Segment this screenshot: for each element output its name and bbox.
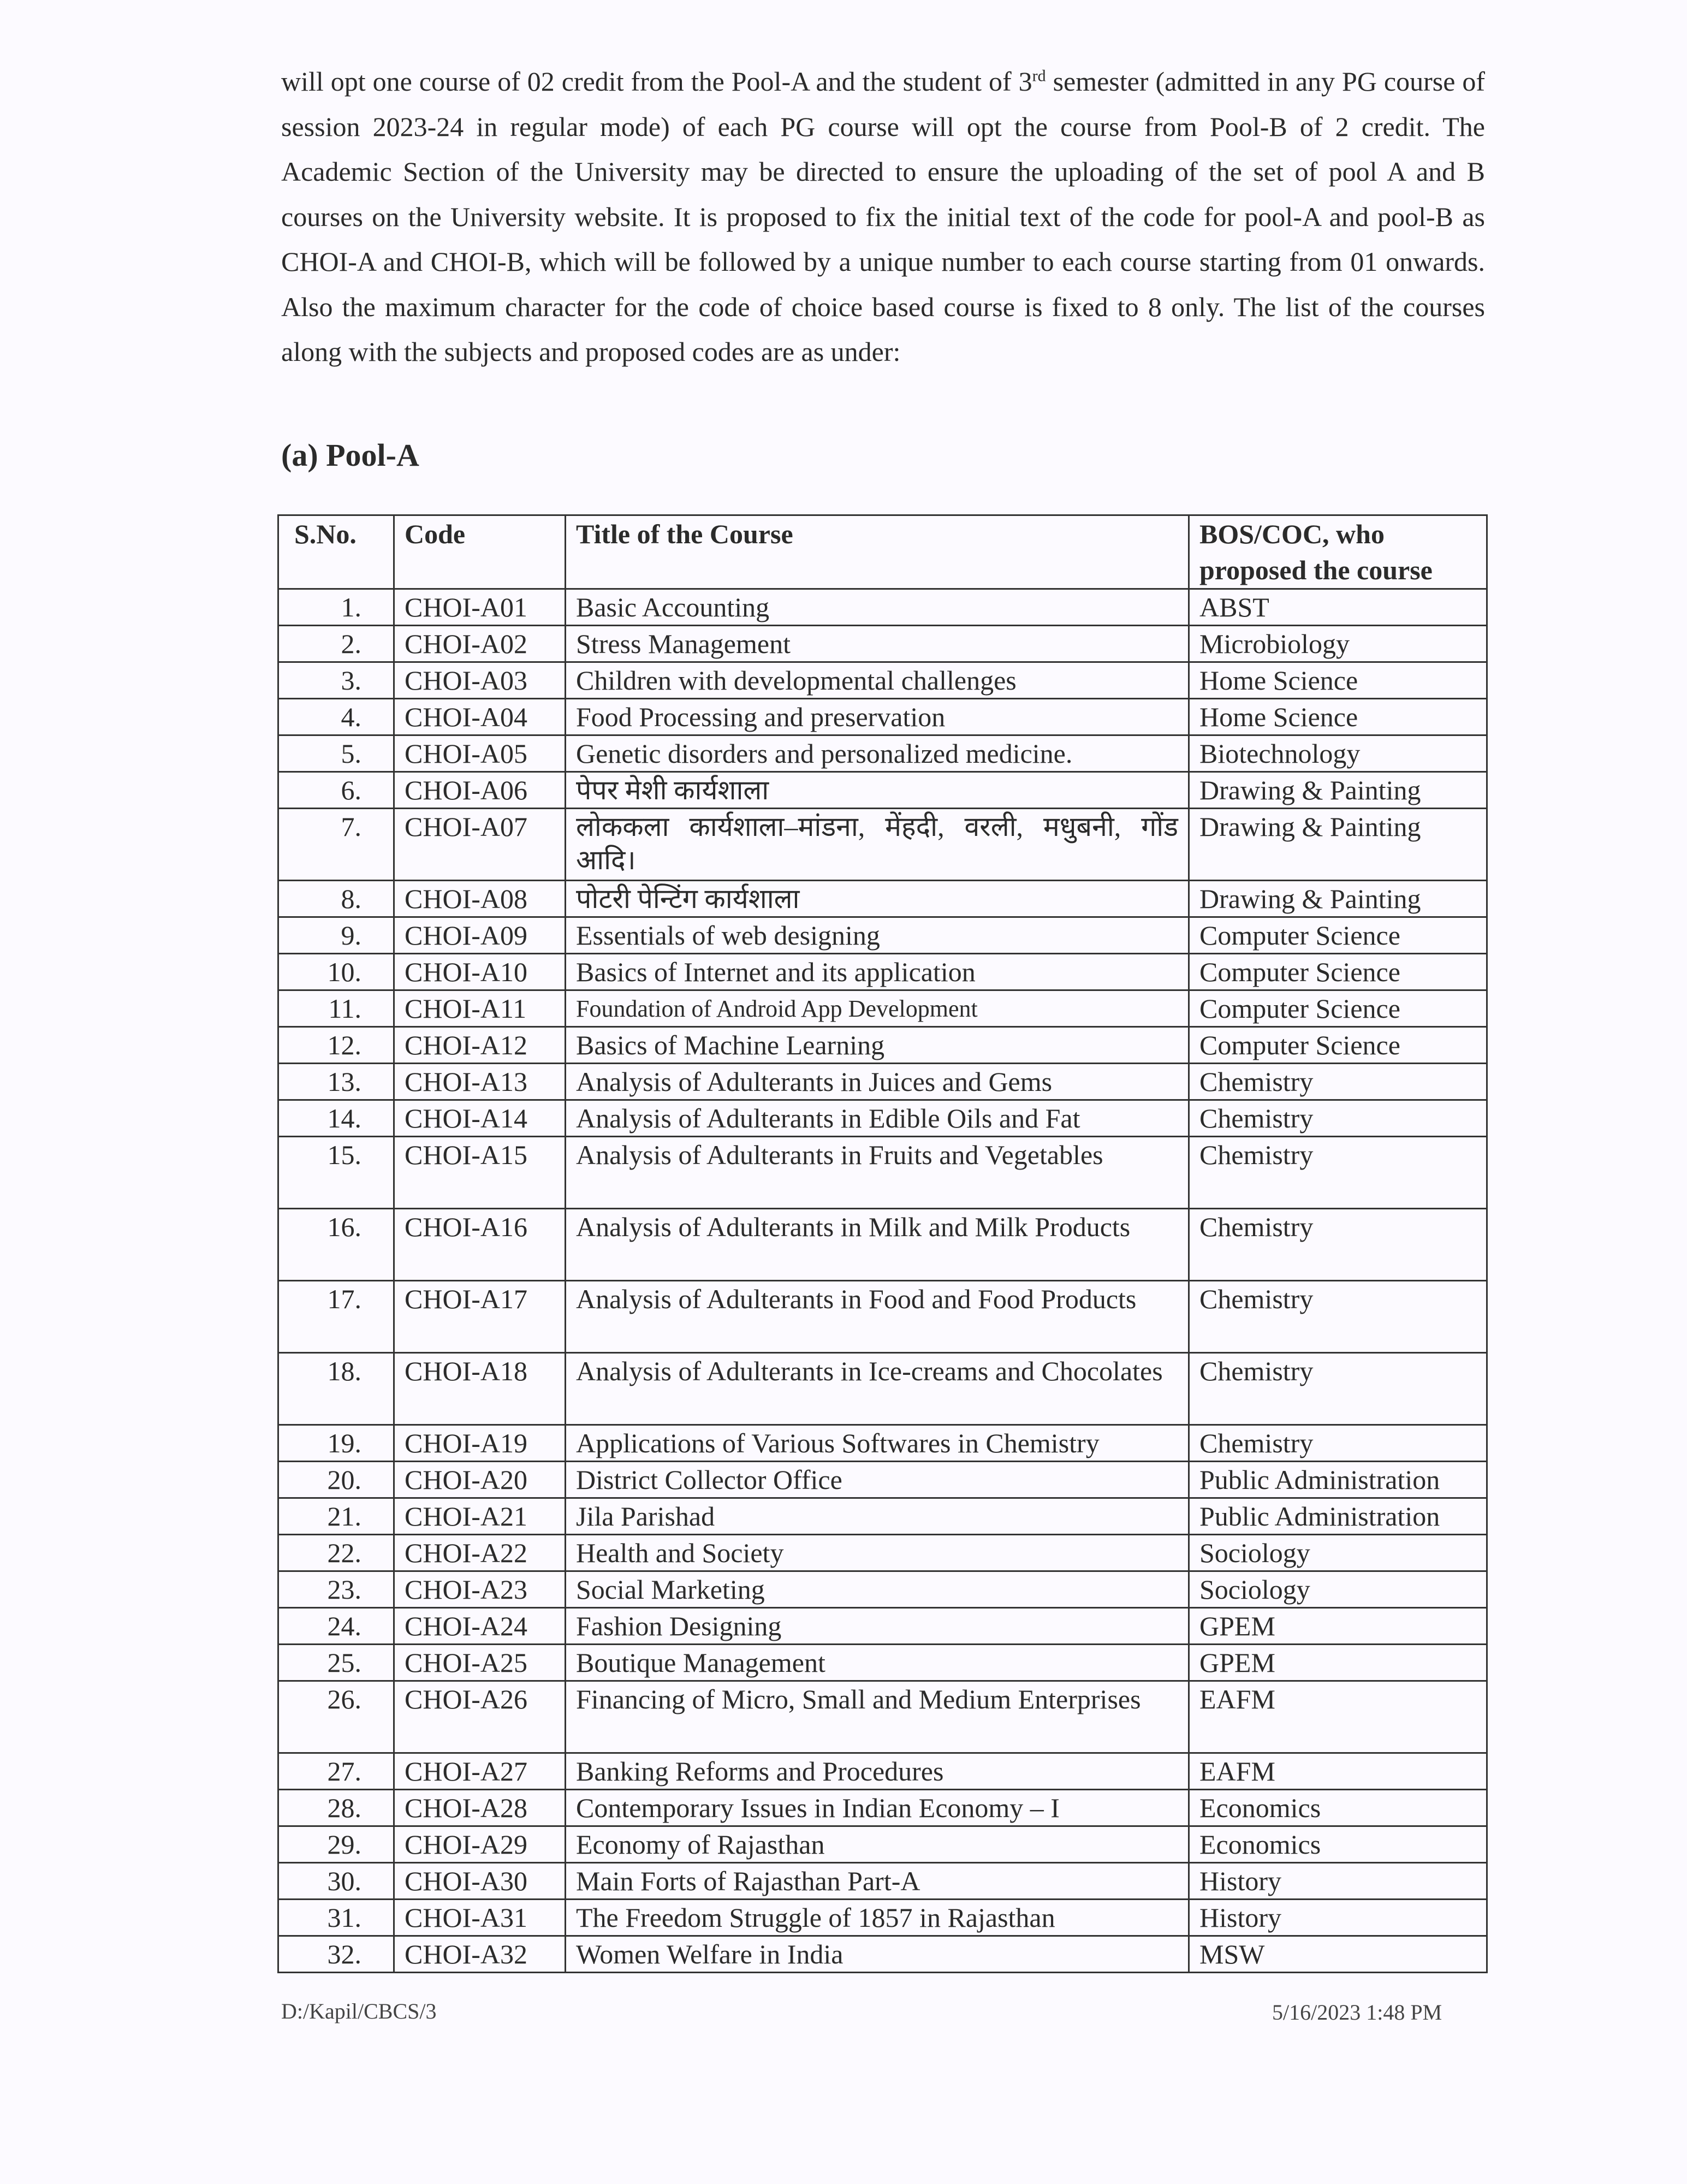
row-code: CHOI-A19 [394, 1425, 566, 1462]
row-sno: 32. [278, 1936, 394, 1973]
row-bos: MSW [1189, 1936, 1487, 1973]
row-title: पोटरी पेन्टिंग कार्यशाला [566, 881, 1189, 917]
row-bos: Computer Science [1189, 1027, 1487, 1064]
row-title: District Collector Office [566, 1462, 1189, 1498]
row-sno: 18. [278, 1353, 394, 1425]
row-bos: Computer Science [1189, 917, 1487, 954]
row-sno: 22. [278, 1535, 394, 1571]
table-row [278, 1281, 1487, 1353]
row-code: CHOI-A26 [394, 1681, 566, 1753]
row-title: लोककला कार्यशाला–मांडना, मेंहदी, वरली, मधुबनी, गोंड आदि। [566, 809, 1189, 881]
row-title: Analysis of Adulterants in Juices and Gems [566, 1064, 1189, 1100]
table-row [278, 772, 1487, 809]
table-row [278, 1425, 1487, 1462]
table-row [278, 1790, 1487, 1826]
row-title: Analysis of Adulterants in Edible Oils and Fat [566, 1100, 1189, 1137]
table-row [278, 1353, 1487, 1425]
row-bos: Chemistry [1189, 1064, 1487, 1100]
row-code: CHOI-A16 [394, 1209, 566, 1281]
row-bos: Chemistry [1189, 1353, 1487, 1425]
table-row [278, 1462, 1487, 1498]
courses-table [277, 514, 1488, 1973]
row-sno: 28. [278, 1790, 394, 1826]
row-code: CHOI-A22 [394, 1535, 566, 1571]
row-title: Essentials of web designing [566, 917, 1189, 954]
row-bos: ABST [1189, 589, 1487, 626]
row-title: Main Forts of Rajasthan Part-A [566, 1863, 1189, 1900]
row-bos: Home Science [1189, 699, 1487, 735]
row-bos: Computer Science [1189, 990, 1487, 1027]
row-code: CHOI-A29 [394, 1826, 566, 1863]
row-code: CHOI-A21 [394, 1498, 566, 1535]
row-title: Health and Society [566, 1535, 1189, 1571]
table-row [278, 1863, 1487, 1900]
table-row [278, 1681, 1487, 1753]
row-code: CHOI-A08 [394, 881, 566, 917]
row-sno: 3. [278, 662, 394, 699]
row-sno: 29. [278, 1826, 394, 1863]
table-row [278, 1936, 1487, 1973]
row-sno: 25. [278, 1645, 394, 1681]
row-sno: 16. [278, 1209, 394, 1281]
row-title: The Freedom Struggle of 1857 in Rajasthan [566, 1900, 1189, 1936]
row-sno: 4. [278, 699, 394, 735]
section-heading: (a) Pool-A [281, 437, 419, 473]
row-sno: 21. [278, 1498, 394, 1535]
table-row [278, 1100, 1487, 1137]
row-bos: History [1189, 1863, 1487, 1900]
row-title: Contemporary Issues in Indian Economy – I [566, 1790, 1189, 1826]
row-sno: 2. [278, 626, 394, 662]
row-sno: 11. [278, 990, 394, 1027]
table-row [278, 1498, 1487, 1535]
row-code: CHOI-A11 [394, 990, 566, 1027]
intro-text-part-1: will opt one course of 02 credit from the Pool-A and the student of 3 [281, 66, 1032, 97]
row-sno: 6. [278, 772, 394, 809]
row-code: CHOI-A20 [394, 1462, 566, 1498]
row-bos: Chemistry [1189, 1425, 1487, 1462]
row-title: Social Marketing [566, 1571, 1189, 1608]
table-row [278, 735, 1487, 772]
table-row [278, 881, 1487, 917]
row-sno: 13. [278, 1064, 394, 1100]
row-sno: 14. [278, 1100, 394, 1137]
row-title: Economy of Rajasthan [566, 1826, 1189, 1863]
table-row [278, 1571, 1487, 1608]
row-title: Women Welfare in India [566, 1936, 1189, 1973]
table-row [278, 589, 1487, 626]
row-code: CHOI-A09 [394, 917, 566, 954]
row-code: CHOI-A12 [394, 1027, 566, 1064]
row-bos: Chemistry [1189, 1209, 1487, 1281]
row-title: पेपर मेशी कार्यशाला [566, 772, 1189, 809]
row-title: Stress Management [566, 626, 1189, 662]
table-row [278, 1645, 1487, 1681]
row-code: CHOI-A05 [394, 735, 566, 772]
header-title: Title of the Course [566, 515, 1189, 589]
row-title: Basics of Internet and its application [566, 954, 1189, 990]
row-bos: Biotechnology [1189, 735, 1487, 772]
row-bos: Chemistry [1189, 1281, 1487, 1353]
row-bos: Public Administration [1189, 1462, 1487, 1498]
row-sno: 31. [278, 1900, 394, 1936]
table-row [278, 1209, 1487, 1281]
row-bos: Sociology [1189, 1571, 1487, 1608]
row-bos: Home Science [1189, 662, 1487, 699]
row-sno: 10. [278, 954, 394, 990]
row-code: CHOI-A27 [394, 1753, 566, 1790]
row-sno: 27. [278, 1753, 394, 1790]
row-title: Banking Reforms and Procedures [566, 1753, 1189, 1790]
row-sno: 5. [278, 735, 394, 772]
row-bos: History [1189, 1900, 1487, 1936]
row-title: Jila Parishad [566, 1498, 1189, 1535]
row-sno: 20. [278, 1462, 394, 1498]
table-body [278, 589, 1487, 1973]
row-title: Analysis of Adulterants in Food and Food Products [566, 1281, 1189, 1353]
row-title: Analysis of Adulterants in Ice-creams and Chocolates [566, 1353, 1189, 1425]
table-row [278, 1753, 1487, 1790]
row-code: CHOI-A07 [394, 809, 566, 881]
row-code: CHOI-A13 [394, 1064, 566, 1100]
table-row [278, 990, 1487, 1027]
table-row [278, 1137, 1487, 1209]
table-row [278, 626, 1487, 662]
row-sno: 26. [278, 1681, 394, 1753]
row-sno: 15. [278, 1137, 394, 1209]
row-code: CHOI-A25 [394, 1645, 566, 1681]
row-title: Genetic disorders and personalized medicine. [566, 735, 1189, 772]
table-row [278, 1826, 1487, 1863]
table-row [278, 662, 1487, 699]
row-title: Food Processing and preservation [566, 699, 1189, 735]
row-bos: Chemistry [1189, 1137, 1487, 1209]
row-code: CHOI-A24 [394, 1608, 566, 1645]
row-code: CHOI-A23 [394, 1571, 566, 1608]
row-sno: 12. [278, 1027, 394, 1064]
row-sno: 24. [278, 1608, 394, 1645]
table-row [278, 809, 1487, 881]
row-code: CHOI-A06 [394, 772, 566, 809]
intro-paragraph [281, 59, 1485, 375]
row-bos: Economics [1189, 1790, 1487, 1826]
footer-path: D:/Kapil/CBCS/3 [281, 1999, 437, 2023]
row-bos: Public Administration [1189, 1498, 1487, 1535]
table-row [278, 954, 1487, 990]
row-sno: 23. [278, 1571, 394, 1608]
header-sno: S.No. [278, 515, 394, 589]
row-bos: Drawing & Painting [1189, 772, 1487, 809]
row-bos: GPEM [1189, 1608, 1487, 1645]
row-code: CHOI-A15 [394, 1137, 566, 1209]
row-bos: EAFM [1189, 1681, 1487, 1753]
row-bos: EAFM [1189, 1753, 1487, 1790]
row-title: Basics of Machine Learning [566, 1027, 1189, 1064]
row-bos: Sociology [1189, 1535, 1487, 1571]
row-sno: 1. [278, 589, 394, 626]
row-sno: 19. [278, 1425, 394, 1462]
row-title: Analysis of Adulterants in Milk and Milk Products [566, 1209, 1189, 1281]
row-bos: Drawing & Painting [1189, 809, 1487, 881]
row-title: Boutique Management [566, 1645, 1189, 1681]
row-code: CHOI-A03 [394, 662, 566, 699]
row-code: CHOI-A30 [394, 1863, 566, 1900]
row-bos: Microbiology [1189, 626, 1487, 662]
row-title: Foundation of Android App Development [566, 990, 1189, 1027]
row-code: CHOI-A02 [394, 626, 566, 662]
row-code: CHOI-A01 [394, 589, 566, 626]
intro-superscript: rd [1032, 67, 1046, 85]
row-bos: Drawing & Painting [1189, 881, 1487, 917]
table-row [278, 1608, 1487, 1645]
row-code: CHOI-A17 [394, 1281, 566, 1353]
row-bos: Economics [1189, 1826, 1487, 1863]
row-title: Analysis of Adulterants in Fruits and Vegetables [566, 1137, 1189, 1209]
table-header-row [278, 515, 1487, 589]
row-code: CHOI-A04 [394, 699, 566, 735]
row-sno: 30. [278, 1863, 394, 1900]
row-sno: 7. [278, 809, 394, 881]
footer-timestamp: 5/16/2023 1:48 PM [1272, 2000, 1442, 2025]
row-title: Applications of Various Softwares in Chemistry [566, 1425, 1189, 1462]
row-code: CHOI-A10 [394, 954, 566, 990]
table-row [278, 917, 1487, 954]
row-title: Fashion Designing [566, 1608, 1189, 1645]
table-row [278, 1535, 1487, 1571]
table-row [278, 1027, 1487, 1064]
row-title: Children with developmental challenges [566, 662, 1189, 699]
table-row [278, 699, 1487, 735]
row-sno: 9. [278, 917, 394, 954]
row-code: CHOI-A18 [394, 1353, 566, 1425]
row-code: CHOI-A32 [394, 1936, 566, 1973]
intro-text-part-2: semester (admitted in any PG course of session 2023-24 in regular mode) of each PG course will opt the course from Pool-B of 2 credit. The Academic Section of the University may be directed to ensure the uploading of the set of pool A and B courses on the University website. It is proposed to fix the initial text of the code for pool-A and pool-B as CHOI-A and CHOI-B, which will be followed by a unique number to each course starting from 01 onwards. Also the maximum character for the code of choice based course is fixed to 8 only. The list of the courses along with the subjects and proposed codes are as under: [281, 66, 1486, 367]
row-title: Basic Accounting [566, 589, 1189, 626]
row-bos: Chemistry [1189, 1100, 1487, 1137]
row-bos: Computer Science [1189, 954, 1487, 990]
row-title: Financing of Micro, Small and Medium Enterprises [566, 1681, 1189, 1753]
row-code: CHOI-A14 [394, 1100, 566, 1137]
header-code: Code [394, 515, 566, 589]
row-code: CHOI-A31 [394, 1900, 566, 1936]
row-sno: 17. [278, 1281, 394, 1353]
row-sno: 8. [278, 881, 394, 917]
row-bos: GPEM [1189, 1645, 1487, 1681]
row-code: CHOI-A28 [394, 1790, 566, 1826]
header-bos: BOS/COC, who proposed the course [1189, 515, 1487, 589]
table-row [278, 1064, 1487, 1100]
table-row [278, 1900, 1487, 1936]
